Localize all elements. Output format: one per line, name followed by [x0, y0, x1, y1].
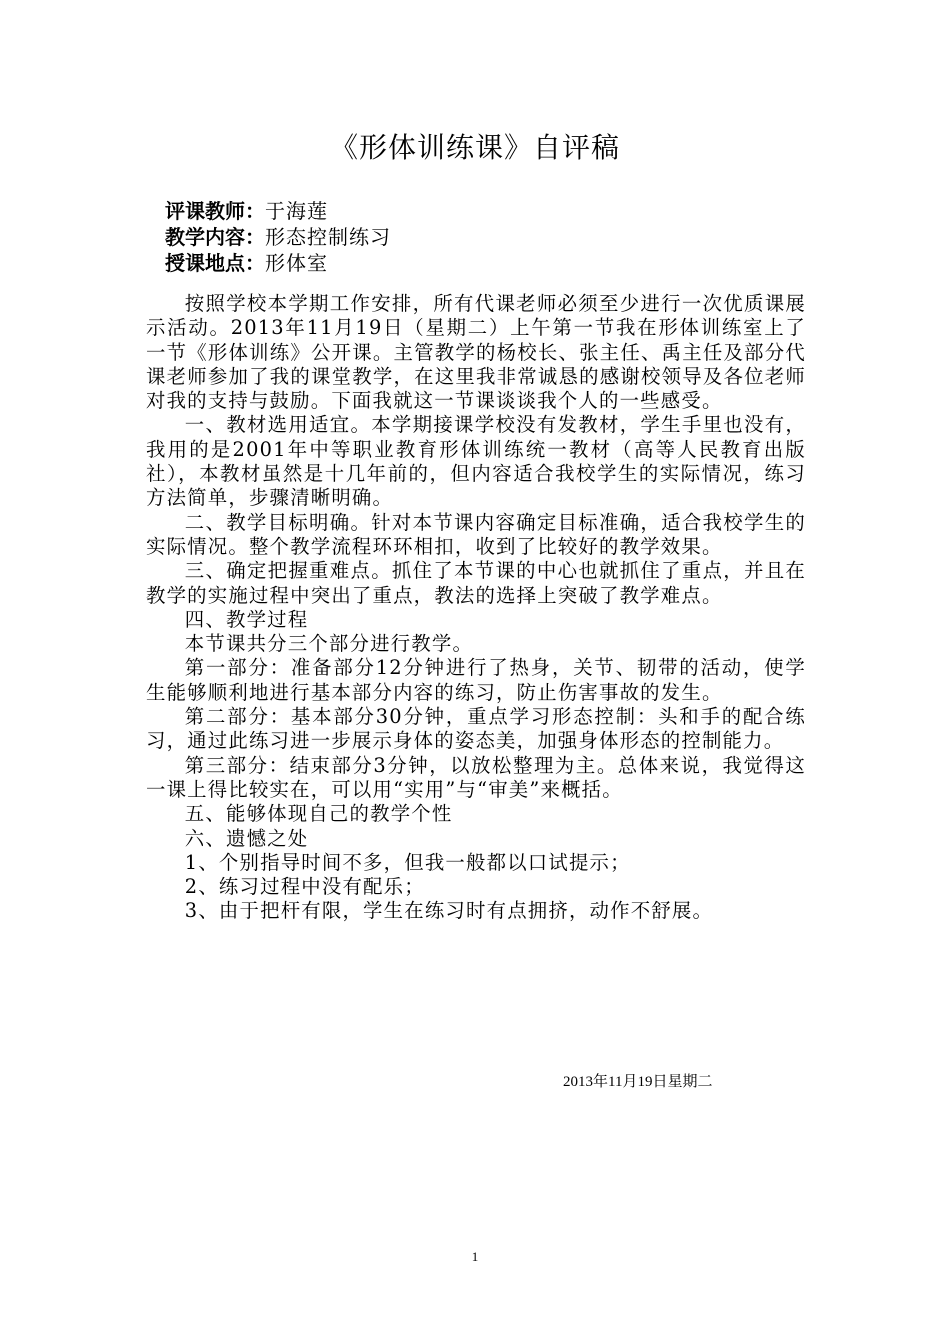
meta-row-content [165, 224, 391, 250]
meta-row-teacher [165, 198, 391, 224]
document-body [146, 292, 806, 924]
meta-label: 评课教师： [165, 199, 265, 223]
document-date: 2013年11月19日星期二 [563, 1074, 713, 1090]
meta-value: 形态控制练习 [265, 225, 391, 249]
meta-label: 授课地点： [165, 251, 265, 275]
meta-row-location [165, 250, 391, 276]
paragraph-point-1: 一、教材选用适宜。本学期接课学校没有发教材，学生手里也没有，我用的是2001年中等职业教育形体训练统一教材（高等人民教育出版社），本教材虽然是十几年前的，但内容适合我校学生的实际情况，练习方法简单，步骤清晰明确。 [146, 413, 806, 510]
list-item-regret-1: 1、个别指导时间不多，但我一般都以口试提示； [184, 850, 631, 874]
paragraph-point-3: 三、确定把握重难点。抓住了本节课的中心也就抓住了重点，并且在教学的实施过程中突出了重点，教法的选择上突破了教学难点。 [146, 559, 806, 607]
lesson-info [165, 198, 391, 276]
page-number: 1 [471, 1249, 479, 1264]
heading-point-6: 六、遗憾之处 [184, 826, 309, 850]
paragraph-part-3: 第三部分：结束部分3分钟，以放松整理为主。总体来说，我觉得这一课上得比较实在，可以用“实用”与“审美”来概括。 [146, 753, 806, 801]
paragraph-part-1: 第一部分：准备部分12分钟进行了热身，关节、韧带的活动，使学生能够顺利地进行基本部分内容的练习，防止伤害事故的发生。 [146, 656, 806, 704]
list-item-regret-3: 3、由于把杆有限，学生在练习时有点拥挤，动作不舒展。 [184, 899, 714, 923]
meta-label: 教学内容： [165, 225, 265, 249]
paragraph-process-intro: 本节课共分三个部分进行教学。 [184, 632, 474, 656]
meta-value: 形体室 [265, 251, 328, 275]
paragraph-intro: 按照学校本学期工作安排，所有代课老师必须至少进行一次优质课展示活动。2013年11月19日（星期二）上午第一节我在形体训练室上了一节《形体训练》公开课。主管教学的杨校长、张主任、禹主任及部分代课老师参加了我的课堂教学，在这里我非常诚恳的感谢校领导及各位老师对我的支持与鼓励。下面我就这一节课谈谈我个人的一些感受。 [146, 292, 806, 413]
list-item-regret-2: 2、练习过程中没有配乐； [184, 875, 425, 899]
paragraph-point-2: 二、教学目标明确。针对本节课内容确定目标准确，适合我校学生的实际情况。整个教学流程环环相扣，收到了比较好的教学效果。 [146, 510, 806, 558]
meta-value: 于海莲 [265, 199, 328, 223]
heading-point-4: 四、教学过程 [184, 607, 309, 631]
paragraph-part-2: 第二部分：基本部分30分钟，重点学习形态控制：头和手的配合练习，通过此练习进一步展示身体的姿态美，加强身体形态的控制能力。 [146, 705, 806, 753]
heading-point-5: 五、能够体现自己的教学个性 [184, 802, 453, 826]
document-title: 《形体训练课》自评稿 [329, 131, 620, 164]
